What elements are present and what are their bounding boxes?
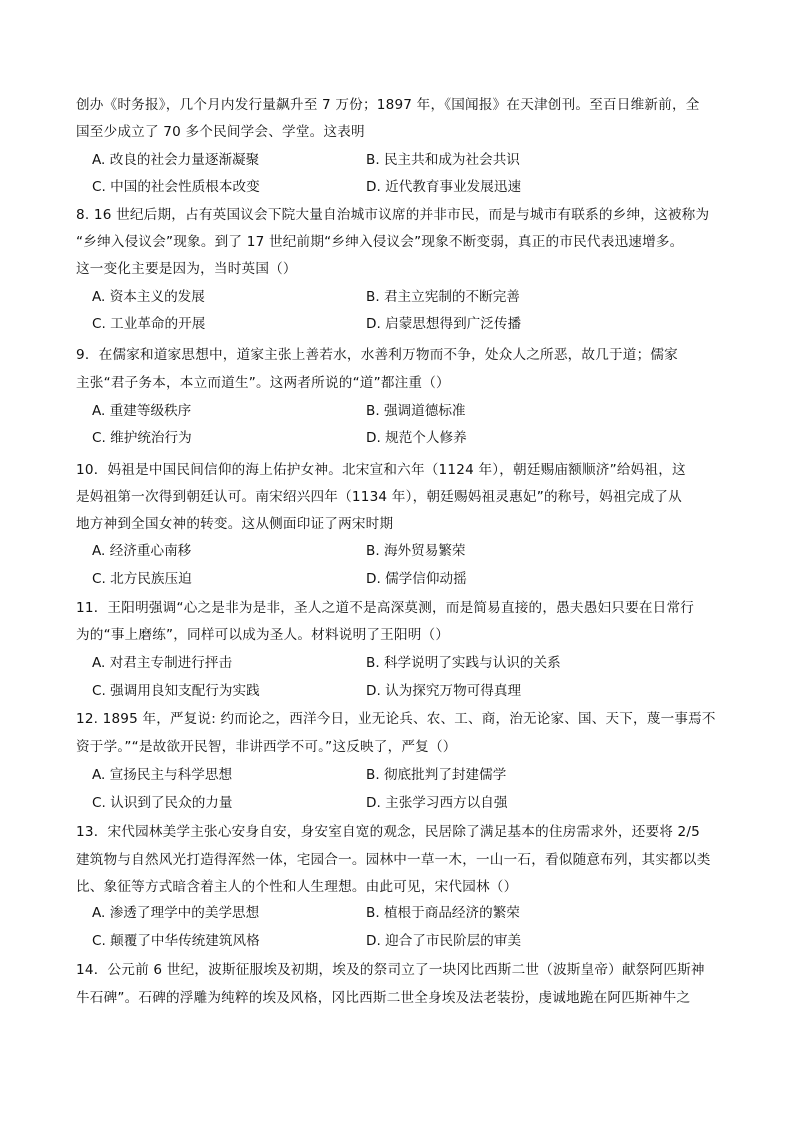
q8-option-a: A. 资本主义的发展 [92,289,205,305]
intro-option-c: C. 中国的社会性质根本改变 [92,179,260,195]
intro-option-a: A. 改良的社会力量逐渐凝聚 [92,152,260,168]
q8-option-c: C. 工业革命的开展 [92,316,206,332]
intro-line-2: 国至少成立了 70 多个民间学会、学堂。这表明 [76,124,365,140]
q10-line-1: 10．妈祖是中国民间信仰的海上佑护女神。北宋宣和六年（1124 年），朝廷赐庙额顺济”给妈祖，这 [76,462,686,478]
q8-line-3: 这一变化主要是因为，当时英国（） [76,261,297,277]
q8-option-b: B. 君主立宪制的不断完善 [366,289,520,305]
q8-line-2: “乡绅入侵议会”现象。到了 17 世纪前期“乡绅入侵议会”现象不断变弱，真正的市民代表迅速增多。 [76,234,684,250]
q12-line-2: 资于学。”“是故欲开民智，非讲西学不可。”这反映了，严复（） [76,739,457,755]
q9-option-b: B. 强调道德标准 [366,403,466,419]
q10-line-2: 是妈祖第一次得到朝廷认可。南宋绍兴四年（1134 年），朝廷赐妈祖灵惠妃”的称号，妈祖完成了从 [76,489,682,505]
q13-option-a: A. 渗透了理学中的美学思想 [92,905,260,921]
q11-option-b: B. 科学说明了实践与认识的关系 [366,655,561,671]
q9-line-2: 主张“君子务本，本立而道生”。这两者所说的“道”都注重（） [76,375,450,391]
q10-option-b: B. 海外贸易繁荣 [366,543,466,559]
q11-option-c: C. 强调用良知支配行为实践 [92,683,260,699]
q12-option-a: A. 宣扬民主与科学思想 [92,767,233,783]
q8-line-1: 8. 16 世纪后期，占有英国议会下院大量自治城市议席的并非市民，而是与城市有联系的乡绅，这被称为 [76,207,710,223]
intro-option-b: B. 民主共和成为社会共识 [366,152,520,168]
q13-option-d: D. 迎合了市民阶层的审美 [366,933,522,949]
q11-line-2: 为的“事上磨练”，同样可以成为圣人。材料说明了王阳明（） [76,627,450,643]
q10-option-a: A. 经济重心南移 [92,543,192,559]
q13-option-c: C. 颠覆了中华传统建筑风格 [92,933,260,949]
intro-line-1: 创办《时务报》，几个月内发行量飙升至 7 万份；1897 年，《国闻报》在天津创刊。至百日维新前，全 [76,97,700,113]
q12-line-1: 12. 1895 年，严复说: 约而论之，西洋今日，业无论兵、农、工、商，治无论家、国、天下，蔑一事焉不 [76,711,716,727]
q13-line-2: 建筑物与自然风光打造得浑然一体，宅园合一。园林中一草一木，一山一石，看似随意布列，其实都以类 [76,852,711,868]
q10-option-c: C. 北方民族压迫 [92,571,192,587]
q13-line-1: 13．宋代园林美学主张心安身自安，身安室自宽的观念，民居除了满足基本的住房需求外，还要将 2/5 [76,824,701,840]
q10-option-d: D. 儒学信仰动摇 [366,571,467,587]
q9-option-a: A. 重建等级秩序 [92,403,192,419]
q14-line-1: 14．公元前 6 世纪，波斯征服埃及初期，埃及的祭司立了一块冈比西斯二世（波斯皇帝）献祭阿匹斯神 [76,962,705,978]
q11-line-1: 11．王阳明强调“心之是非为是非，圣人之道不是高深莫测，而是简易直接的，愚夫愚妇只要在日常行 [76,600,695,616]
q11-option-d: D. 认为探究万物可得真理 [366,683,522,699]
q14-line-2: 牛石碑”。石碑的浮雕为纯粹的埃及风格，冈比西斯二世全身埃及法老装扮，虔诚地跪在阿匹斯神牛之 [76,990,691,1006]
intro-option-d: D. 近代教育事业发展迅速 [366,179,522,195]
q12-option-b: B. 彻底批判了封建儒学 [366,767,507,783]
q9-line-1: 9．在儒家和道家思想中，道家主张上善若水，水善利万物而不争，处众人之所恶，故几于道；儒家 [76,347,678,363]
q12-option-c: C. 认识到了民众的力量 [92,795,233,811]
q13-line-3: 比、象征等方式暗含着主人的个性和人生理想。由此可见，宋代园林（） [76,879,518,895]
q10-line-3: 地方神到全国女神的转变。这从侧面印证了两宋时期 [76,516,394,532]
q9-option-d: D. 规范个人修养 [366,430,467,446]
q12-option-d: D. 主张学习西方以自强 [366,795,508,811]
q11-option-a: A. 对君主专制进行抨击 [92,655,233,671]
q9-option-c: C. 维护统治行为 [92,430,192,446]
q13-option-b: B. 植根于商品经济的繁荣 [366,905,520,921]
q8-option-d: D. 启蒙思想得到广泛传播 [366,316,522,332]
